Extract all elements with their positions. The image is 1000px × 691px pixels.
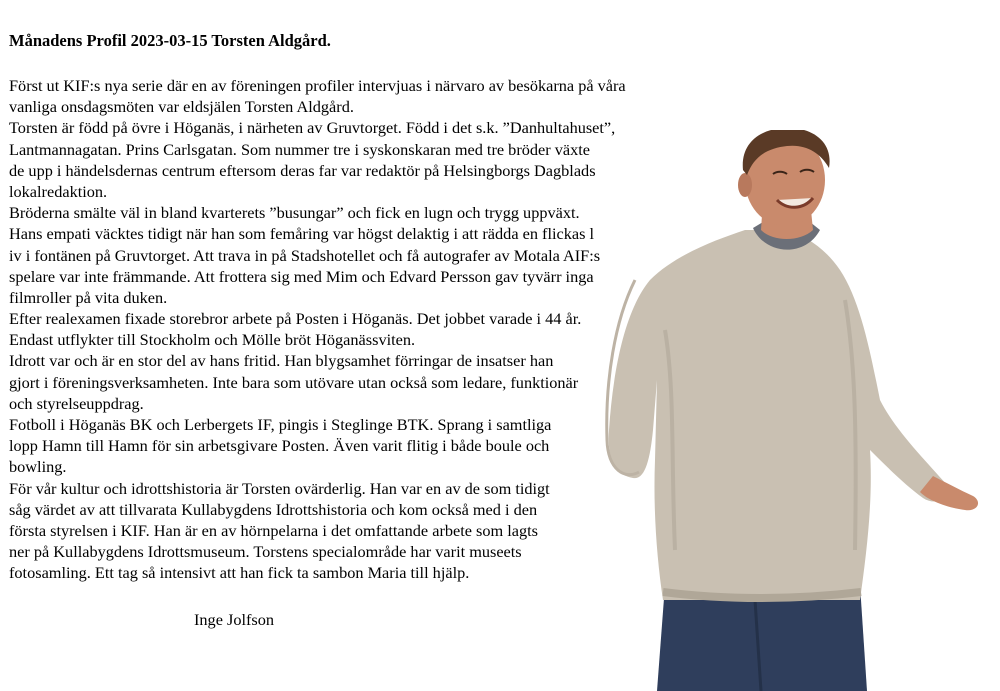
article-line: lopp Hamn till Hamn för sin arbetsgivare Posten. Även varit flitig i både boule och (9, 436, 550, 456)
article-line: såg värdet av att tillvarata Kullabygdens Idrottshistoria och kom också med i den (9, 499, 538, 519)
article-line: För vår kultur och idrottshistoria är Torsten ovärderlig. Han var en av de som tidigt (9, 478, 550, 498)
article-line: Endast utflykter till Stockholm och Mölle bröt Höganässviten. (9, 330, 416, 350)
sweater (609, 230, 948, 600)
article-line: ner på Kullabygdens Idrottsmuseum. Torstens specialområde har varit museets (9, 542, 522, 562)
article-line: Fotboll i Höganäs BK och Lerbergets IF, pingis i Steglinge BTK. Sprang i samtliga (9, 415, 552, 434)
article-line: fotosamling. Ett tag så intensivt att han fick ta sambon Maria till hjälp. (9, 563, 470, 583)
article-line: Hans empati väcktes tidigt när han som femåring var högst delaktig i att rädda en flickas l (9, 224, 595, 244)
article-body (9, 75, 709, 584)
article-line: bowling. (9, 457, 67, 477)
portrait-photo (605, 130, 1000, 691)
article-line: iv i fontänen på Gruvtorget. Att trava in på Stadshotellet och få autografer av Motala AIF:s (9, 245, 601, 265)
article-line: Efter realexamen fixade storebror arbete på Posten i Höganäs. Det jobbet varade i 44 år. (9, 309, 582, 329)
article-line: Lantmannagatan. Prins Carlsgatan. Som nummer tre i syskonskaran med tre bröder växte (9, 139, 590, 159)
article-line: spelare var inte främmande. Att frottera sig med Mim och Edvard Persson gav tyvärr inga (9, 266, 594, 286)
article-line: Bröderna smälte väl in bland kvarterets ”busungar” och fick en lugn och trygg uppväxt. (9, 203, 580, 223)
article-line: de upp i händelsdernas centrum eftersom deras far var redaktör på Helsingborgs Dagblads (9, 160, 596, 180)
author-signature: Inge Jolfson (194, 610, 275, 629)
article-line: och styrelseuppdrag. (9, 393, 144, 413)
article-line: Torsten är född på övre i Höganäs, i närheten av Gruvtorget. Född i det s.k. ”Danhultahuset”, (9, 118, 616, 138)
article-line: gjort i föreningsverksamheten. Inte bara som utövare utan också som ledare, funktionär (9, 372, 579, 392)
article-line: Först ut KIF:s nya serie där en av föreningen profiler intervjuas i närvaro av besökarna på våra (9, 76, 626, 95)
article-line: Idrott var och är en stor del av hans fritid. Han blygsamhet förringar de insatser han (9, 351, 554, 371)
article-title: Månadens Profil 2023-03-15 Torsten Aldgård. (9, 31, 331, 50)
article-line: vanliga onsdagsmöten var eldsjälen Torsten Aldgård. (9, 97, 354, 117)
article-line: filmroller på vita duken. (9, 287, 168, 307)
article-line: lokalredaktion. (9, 181, 108, 201)
article-line: första styrelsen i KIF. Han är en av hörnpelarna i det omfattande arbete som lagts (9, 520, 539, 540)
